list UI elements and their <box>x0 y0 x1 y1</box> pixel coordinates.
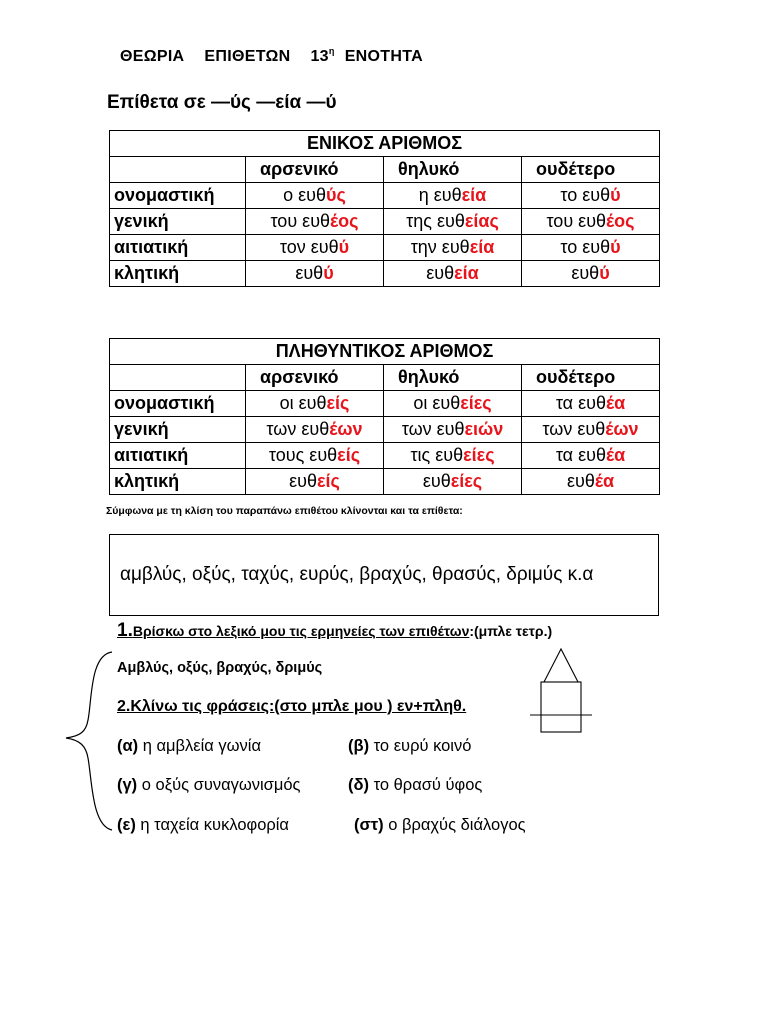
house-roof-icon <box>544 649 578 682</box>
gender-masculine: αρσενικό <box>246 365 384 391</box>
case-label: γενική <box>110 209 246 235</box>
word-stem: των ευθ <box>266 419 330 439</box>
gender-neuter: ουδέτερο <box>522 157 660 183</box>
word-ending: ύ <box>338 237 350 257</box>
phrase-text: ο βραχύς διάλογος <box>383 816 526 834</box>
phrase-text: ο οξύς συναγωνισμός <box>137 776 301 794</box>
adjective-list: αμβλύς, οξύς, ταχύς, ευρύς, βραχύς, θρασύς, δριμύς κ.α <box>120 564 594 585</box>
singular-header: ΕΝΙΚΟΣ ΑΡΙΘΜΟΣ <box>110 131 660 157</box>
word-stem: την ευθ <box>410 237 470 257</box>
word-ending: εία <box>469 237 495 257</box>
case-label: ονομαστική <box>110 391 246 417</box>
exercise-1-suffix: :(μπλε τετρ.) <box>469 623 553 639</box>
exercise-1-words: Αμβλύς, οξύς, βραχύς, δριμύς <box>117 660 323 676</box>
gender-neuter: ουδέτερο <box>522 365 660 391</box>
word-stem: τα ευθ <box>555 445 606 465</box>
house-body-icon <box>541 682 581 732</box>
word-stem: ευθ <box>426 263 455 283</box>
word-stem: των ευθ <box>401 419 465 439</box>
word-stem: ευθ <box>566 471 595 491</box>
word-ending: είς <box>316 471 340 491</box>
curly-brace-icon <box>66 652 112 830</box>
word-ending: έων <box>329 419 363 439</box>
word-stem: ευθ <box>295 263 324 283</box>
word-stem: οι ευθ <box>279 393 327 413</box>
word-stem: τον ευθ <box>279 237 339 257</box>
phrase-label: (ε) <box>117 816 136 834</box>
title-word-unit: ΕΝΟΤΗΤΑ <box>344 48 423 65</box>
plural-header: ΠΛΗΘΥΝΤΙΚΟΣ ΑΡΙΘΜΟΣ <box>110 339 660 365</box>
word-ending: ειών <box>464 419 504 439</box>
phrase-label: (δ) <box>348 776 369 794</box>
word-ending: εία <box>454 263 479 283</box>
phrase-text: η ταχεία κυκλοφορία <box>135 816 289 834</box>
title-ordinal-suffix: η <box>328 46 335 56</box>
declension-note: Σύμφωνα με τη κλίση του παραπάνω επιθέτου κλίνονται και τα επίθετα: <box>106 505 463 517</box>
case-label: κλητική <box>110 261 246 287</box>
word-stem: των ευθ <box>542 419 606 439</box>
word-stem: οι ευθ <box>413 393 461 413</box>
word-ending: ύ <box>610 237 621 257</box>
title-word-theory: ΘΕΩΡΙΑ <box>120 48 185 65</box>
subtitle: Επίθετα σε —ύς —εία —ύ <box>107 92 337 113</box>
case-label: αιτιατική <box>110 443 246 469</box>
phrase-label: (β) <box>348 737 370 755</box>
exercise-1-number: 1. <box>117 620 133 641</box>
word-stem: το ευθ <box>560 185 611 205</box>
case-label: κλητική <box>110 469 246 495</box>
exercise-2: 2.Κλίνω τις φράσεις:(στο μπλε μου ) εν+πληθ. <box>117 698 467 715</box>
word-stem: της ευθ <box>406 211 465 231</box>
phrase-label: (α) <box>117 737 139 755</box>
word-ending: είες <box>450 471 483 491</box>
word-ending: είας <box>464 211 499 231</box>
word-ending: εία <box>461 185 487 205</box>
word-stem: ευθ <box>422 471 451 491</box>
word-stem: τους ευθ <box>268 445 338 465</box>
case-label: γενική <box>110 417 246 443</box>
word-ending: έος <box>606 211 635 231</box>
case-label: ονομαστική <box>110 183 246 209</box>
word-ending: είς <box>337 445 361 465</box>
gender-feminine: θηλυκό <box>384 157 522 183</box>
word-stem: το ευθ <box>560 237 611 257</box>
word-ending: έων <box>605 419 639 439</box>
word-ending: ύ <box>323 263 334 283</box>
phrase-text: το θρασύ ύφος <box>369 776 483 794</box>
word-ending: είς <box>326 393 350 413</box>
word-ending: ύς <box>326 185 346 205</box>
word-ending: είες <box>460 393 492 413</box>
word-ending: έος <box>330 211 359 231</box>
word-stem: του ευθ <box>270 211 331 231</box>
gender-feminine: θηλυκό <box>384 365 522 391</box>
word-ending: έα <box>594 471 615 491</box>
phrase-text: η αμβλεία γωνία <box>138 737 262 755</box>
title-word-adjectives: ΕΠΙΘΕΤΩΝ <box>204 48 291 65</box>
word-stem: τις ευθ <box>410 445 464 465</box>
word-stem: ο ευθ <box>283 185 327 205</box>
case-label: αιτιατική <box>110 235 246 261</box>
phrase-label: (στ) <box>354 816 384 834</box>
gender-masculine: αρσενικό <box>246 157 384 183</box>
word-stem: η ευθ <box>418 185 462 205</box>
phrase-text: το ευρύ κοινό <box>369 737 472 755</box>
title-unit-number: 13 <box>310 48 329 65</box>
word-ending: ύ <box>599 263 610 283</box>
word-stem: ευθ <box>571 263 600 283</box>
word-stem: τα ευθ <box>555 393 606 413</box>
word-stem: ευθ <box>289 471 317 491</box>
word-stem: του ευθ <box>546 211 607 231</box>
word-ending: είες <box>463 445 495 465</box>
exercise-1-text: Βρίσκω στο λεξικό μου τις ερμηνείες των επιθέτων <box>132 623 470 639</box>
word-ending: ύ <box>610 185 621 205</box>
word-ending: έα <box>605 445 626 465</box>
word-ending: έα <box>605 393 626 413</box>
phrase-label: (γ) <box>117 776 138 794</box>
